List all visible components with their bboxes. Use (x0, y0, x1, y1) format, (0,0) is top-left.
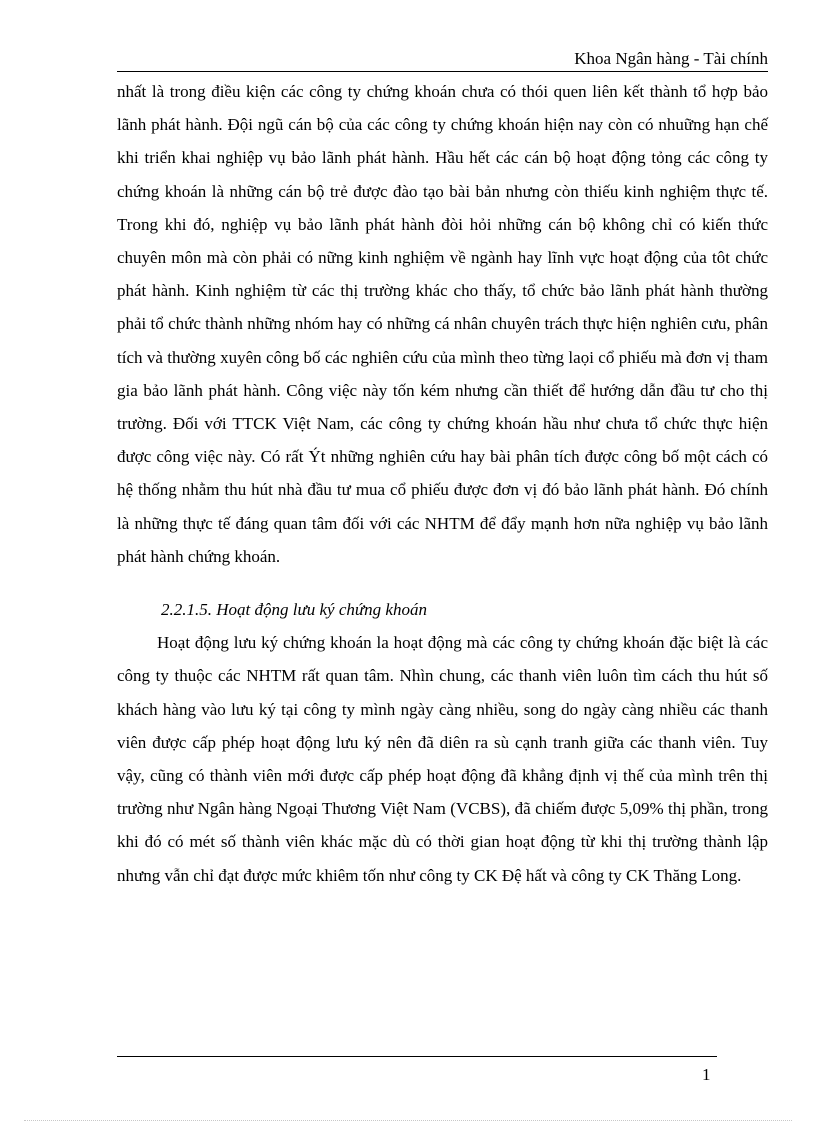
header-rule (117, 71, 768, 72)
paragraph-depository: Hoạt động lưu ký chứng khoán la hoạt động mà các công ty chứng khoán đặc biệt là các công ty thuộc các NHTM rất quan tâm. Nhìn chung, các thanh viên luôn tìm cách thu hút số khách hàng vào lưu ký tại công ty mình ngày càng nhiều, song do ngày càng nhiều các thanh viên được cấp phép hoạt động lưu ký nên đã diên ra sù cạnh tranh giữa các thanh viên. Tuy vậy, cũng có thành viên mới được cấp phép hoạt động đã khẳng định vị thế của mình trên thị trường như Ngân hàng Ngoại Thương Việt Nam (VCBS), đã chiếm được 5,09% thị phần, trong khi đó có mét số thành viên khác mặc dù có thời gian hoạt động từ khi thị trường thành lập nhưng vẫn chỉ đạt được mức khiêm tốn như công ty CK Đệ hất và công ty CK Thăng Long. (117, 633, 768, 885)
page-number: 1 (702, 1065, 711, 1084)
page-edge (24, 1120, 792, 1121)
paragraph-continuation: nhất là trong điều kiện các công ty chứng khoán chưa có thói quen liên kết thành tổ hợp bảo lãnh phát hành. Đội ngũ cán bộ của các công ty chứng khoán hiện nay còn có nhuững hạn chế khi triển khai nghiệp vụ bảo lãnh phát hành. Hầu hết các cán bộ hoạt động tỏng các công ty chứng khoán là những cán bộ trẻ được đào tạo bài bản nhưng còn thiếu kinh nghiệm thực tế. Trong khi đó, nghiệp vụ bảo lãnh phát hành đòi hỏi những cán bộ không chỉ có kiến thức chuyên môn mà còn phải có nững kinh nghiệm về ngành hay lĩnh vực hoạt động của tôt chức phát hành. Kinh nghiệm từ các thị trường khác cho thấy, tổ chức bảo lãnh phát hành thường phải tổ chức thành những nhóm hay có những cá nhân chuyên trách thực hiện nghiên cưu, phân tích và thường xuyên công bố các nghiên cứu của mình theo từng laọi cổ phiếu mà đơn vị tham gia bảo lãnh phát hành. Công việc này tốn kém nhưng cần thiết để hướng dẫn đầu tư cho thị trường. Đối với TTCK Việt Nam, các công ty chứng khoán hầu như chưa tổ chức thực hiện được công việc này. Có rất Ýt những nghiên cứu hay bài phân tích được công bố một cách có hệ thống nhằm thu hút nhà đầu tư mua cổ phiếu được đơn vị đó bảo lãnh phát hành. Đó chính là những thực tế đáng quan tâm đối với các NHTM để đẩy mạnh hơn nữa nghiệp vụ bảo lãnh phát hành chứng khoán. (117, 82, 768, 566)
running-header: Khoa Ngân hàng - Tài chính (574, 49, 768, 68)
footer-rule (117, 1056, 717, 1057)
body-text (117, 75, 768, 892)
section-heading: 2.2.1.5. Hoạt động lưu ký chứng khoán (161, 600, 427, 620)
